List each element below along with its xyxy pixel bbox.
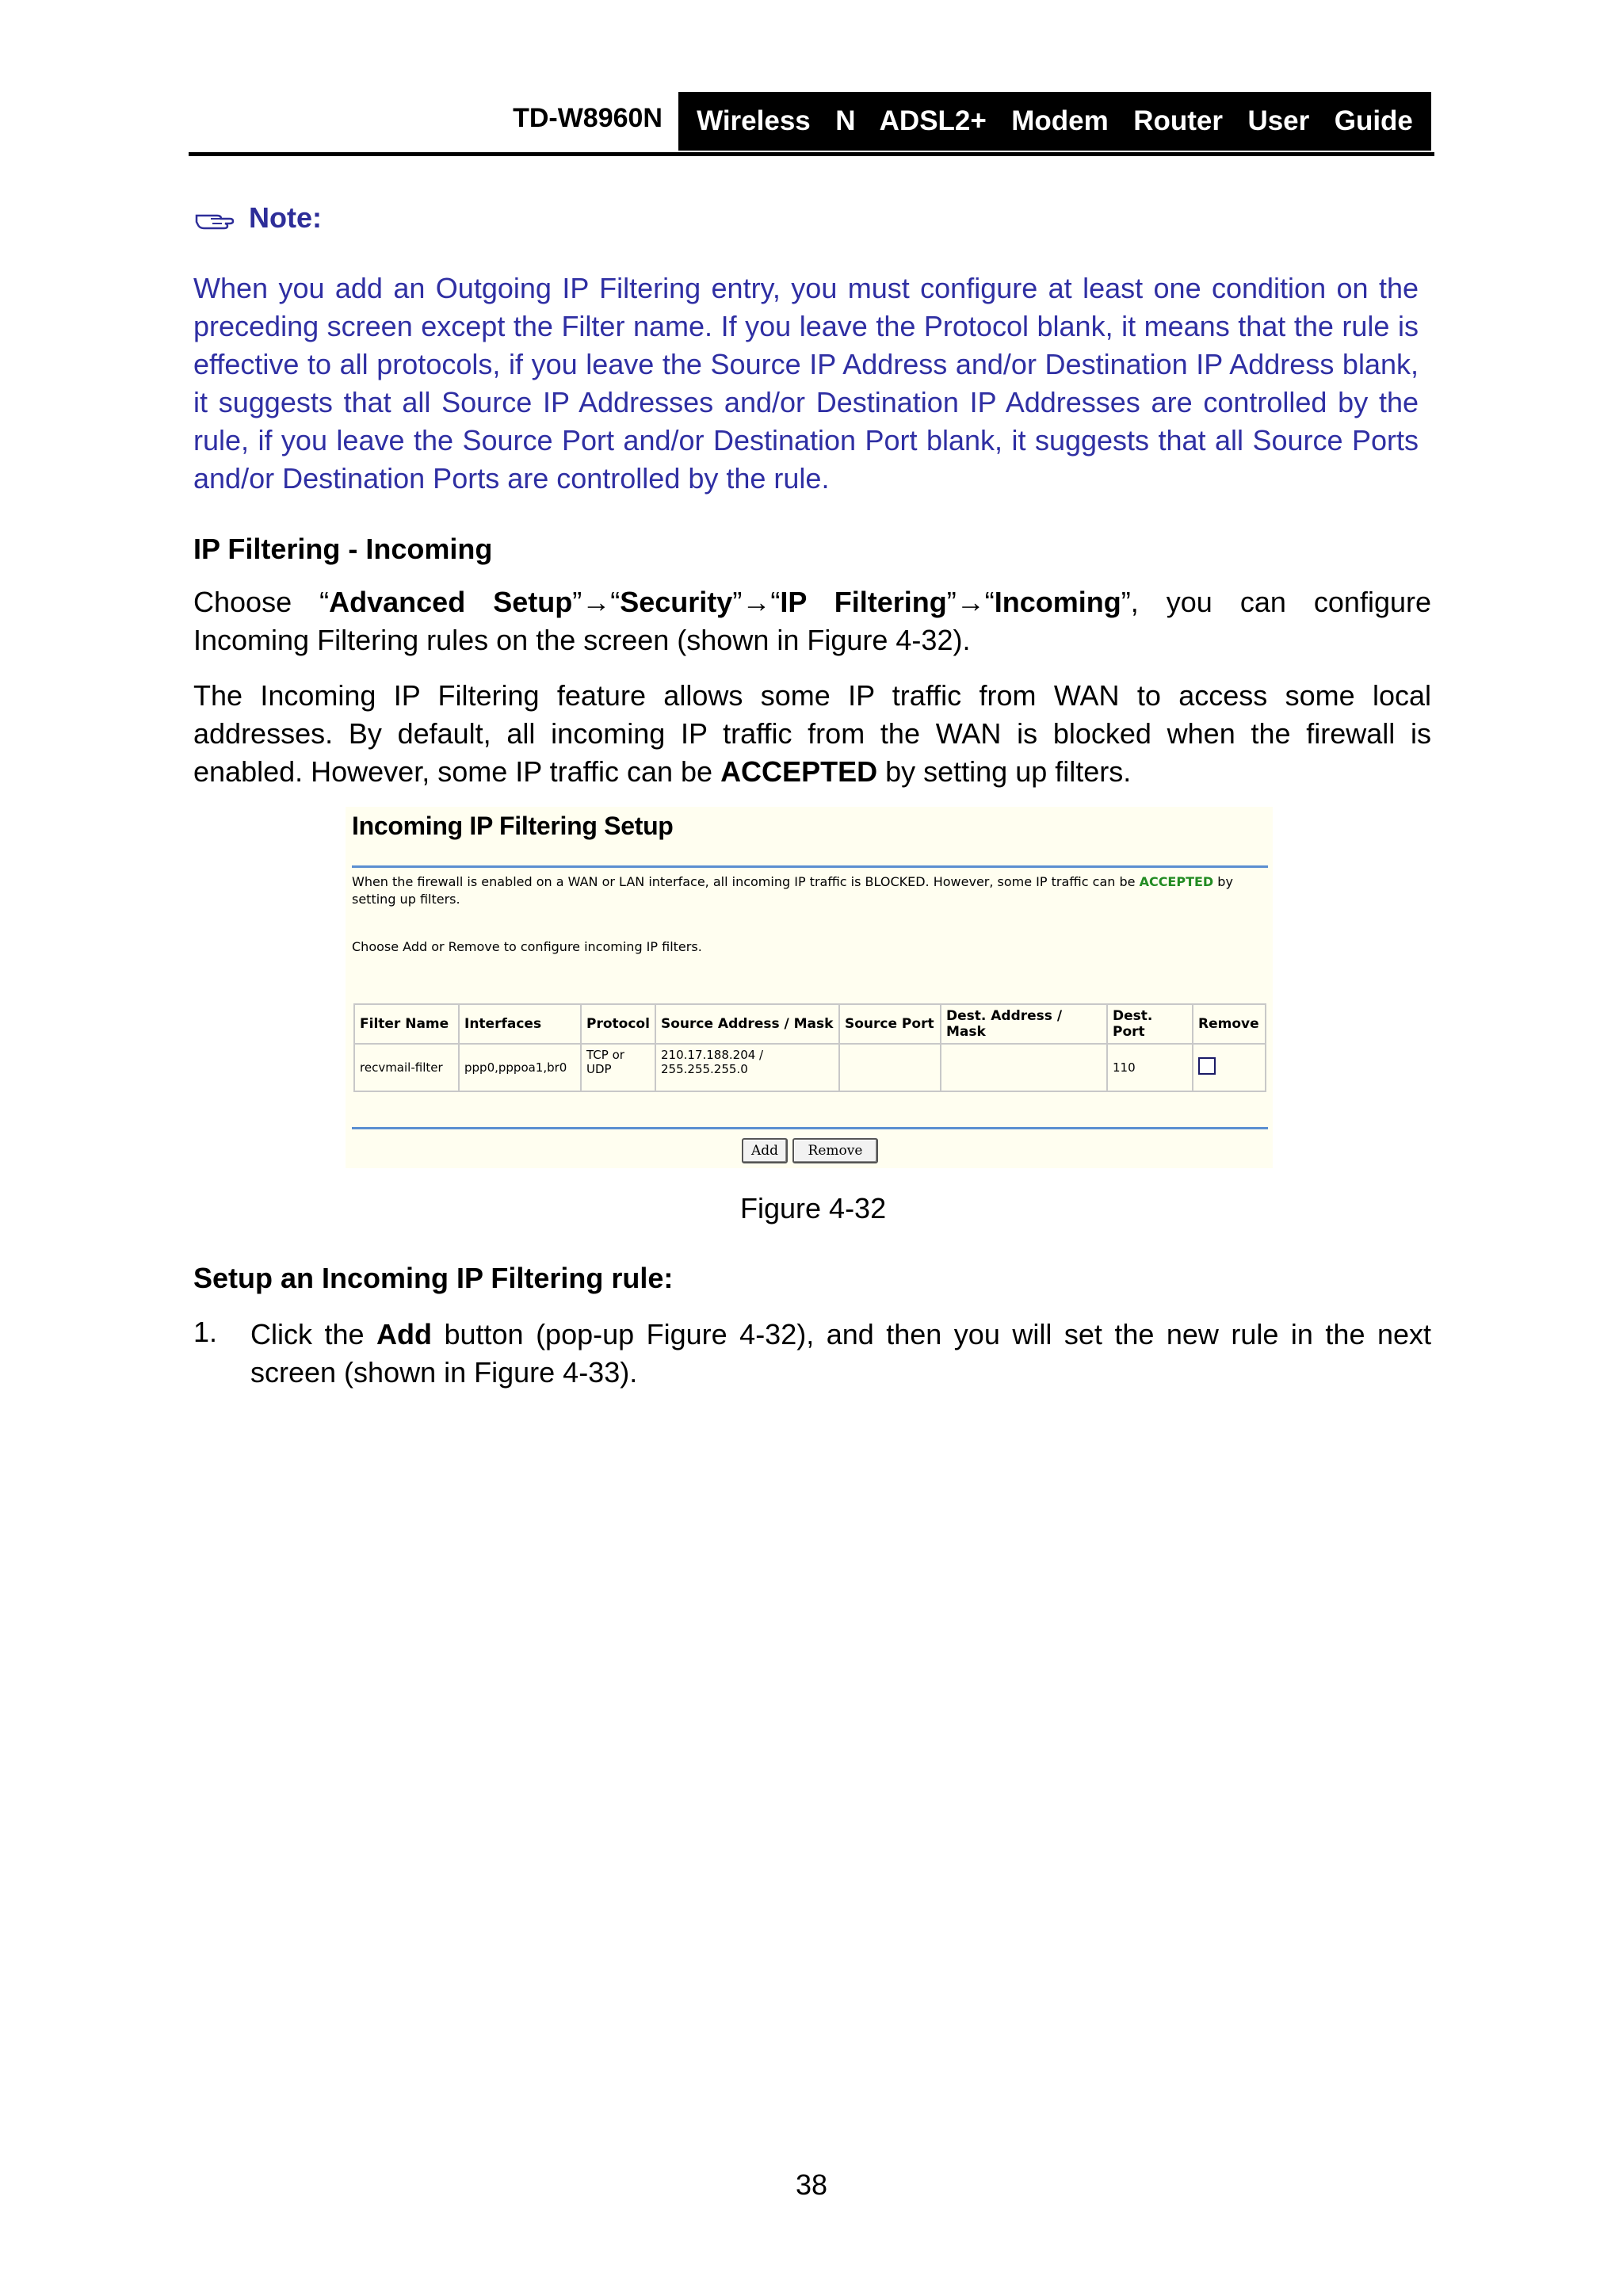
nav-suffix: ”, you can configure Incoming Filtering rules on the screen (shown in Figure 4-32). — [193, 586, 1432, 656]
cell-interfaces: ppp0,pppoa1,br0 — [459, 1044, 581, 1091]
item-text: Click the — [250, 1318, 377, 1350]
setup-title: Setup an Incoming IP Filtering rule: — [193, 1262, 674, 1294]
figure-title: Incoming IP Filtering Setup — [352, 812, 674, 840]
note-text: When you add an Outgoing IP Filtering entry, you must configure at least one condition on the preceding screen except the Filter name. If you leave the Protocol blank, it means that the rule is effective to all protocols, if you leave the Source IP Address and/or Destination IP Address blank, it suggests that all Source IP Addresses and/or Destination IP Addresses are controlled by the rule, if you leave the Source Port and/or Destination Port blank, it suggests that all Source Ports and/or Destination Ports are controlled by the rule. — [193, 272, 1419, 495]
cell-filter-name: recvmail-filter — [354, 1044, 459, 1091]
figure-instructions: Choose Add or Remove to configure incoming IP filters. — [352, 939, 702, 954]
col-source-port: Source Port — [839, 1004, 941, 1044]
navigation-paragraph: Choose “Advanced Setup”→“Security”→“IP Filtering”→“Incoming”, you can configure Incoming Filtering rules on the screen (shown in Figure 4-32). — [193, 586, 1432, 656]
table-row — [354, 1044, 1266, 1091]
desc-text: by setting up filters. — [352, 874, 1233, 907]
accepted-label: ACCEPTED — [1139, 874, 1214, 889]
col-remove: Remove — [1193, 1004, 1266, 1044]
para-text: by setting up filters. — [877, 755, 1132, 788]
para-text: The Incoming IP Filtering feature allows some IP traffic from WAN to access some local addresses. By default, all incoming IP traffic from the WAN is blocked when the firewall is enabled. However, some IP traffic can be — [193, 679, 1431, 788]
figure-screenshot — [346, 807, 1273, 1168]
cell-source-port — [839, 1044, 941, 1091]
cell-protocol: TCP or UDP — [581, 1044, 655, 1091]
nav-prefix: Choose “ — [193, 586, 330, 618]
figure-top-rule — [352, 865, 1268, 868]
description-paragraph — [193, 677, 1431, 791]
table-header-row — [354, 1004, 1266, 1044]
cell-dest-port: 110 — [1107, 1044, 1193, 1091]
cell-remove — [1193, 1044, 1266, 1091]
add-button[interactable]: Add — [742, 1138, 788, 1163]
list-number: 1. — [193, 1316, 218, 1348]
document-title: Wireless N ADSL2+ Modem Router User Guide — [678, 92, 1431, 151]
page-number: 38 — [796, 2168, 828, 2201]
figure-bottom-rule — [352, 1127, 1268, 1129]
nav-security: Security — [620, 586, 733, 618]
nav-advanced-setup: Advanced Setup — [329, 586, 573, 618]
cell-source-address: 210.17.188.204 / 255.255.255.0 — [655, 1044, 839, 1091]
add-bold: Add — [376, 1318, 432, 1350]
filter-table — [353, 1003, 1266, 1092]
col-protocol: Protocol — [581, 1004, 655, 1044]
pointing-hand-icon — [195, 208, 235, 231]
col-filter-name: Filter Name — [354, 1004, 459, 1044]
col-source-address: Source Address / Mask — [655, 1004, 839, 1044]
col-interfaces: Interfaces — [459, 1004, 581, 1044]
note-label: Note: — [249, 201, 322, 234]
document-model: TD-W8960N — [513, 103, 663, 133]
header-rule — [189, 152, 1434, 156]
nav-ip-filtering: IP Filtering — [780, 586, 947, 618]
item-text: button (pop-up Figure 4-32), and then you will set the new rule in the next screen (shown in Figure 4-33). — [250, 1318, 1431, 1389]
cell-dest-address — [941, 1044, 1107, 1091]
note-heading — [195, 201, 322, 235]
col-dest-port: Dest. Port — [1107, 1004, 1193, 1044]
figure-description — [352, 873, 1263, 908]
remove-checkbox[interactable] — [1198, 1057, 1216, 1075]
nav-incoming: Incoming — [994, 586, 1121, 618]
accepted-bold: ACCEPTED — [720, 755, 878, 788]
arrow-icon: → — [582, 586, 611, 618]
figure-caption: Figure 4-32 — [740, 1192, 887, 1224]
section-title: IP Filtering - Incoming — [193, 533, 493, 565]
remove-button[interactable]: Remove — [792, 1138, 878, 1163]
col-dest-address: Dest. Address / Mask — [941, 1004, 1107, 1044]
desc-text: When the firewall is enabled on a WAN or LAN interface, all incoming IP traffic is BLOCKED. However, some IP traffic can be — [352, 874, 1140, 889]
list-item — [250, 1316, 1431, 1392]
arrow-icon: → — [956, 586, 985, 618]
arrow-icon: → — [742, 586, 771, 618]
